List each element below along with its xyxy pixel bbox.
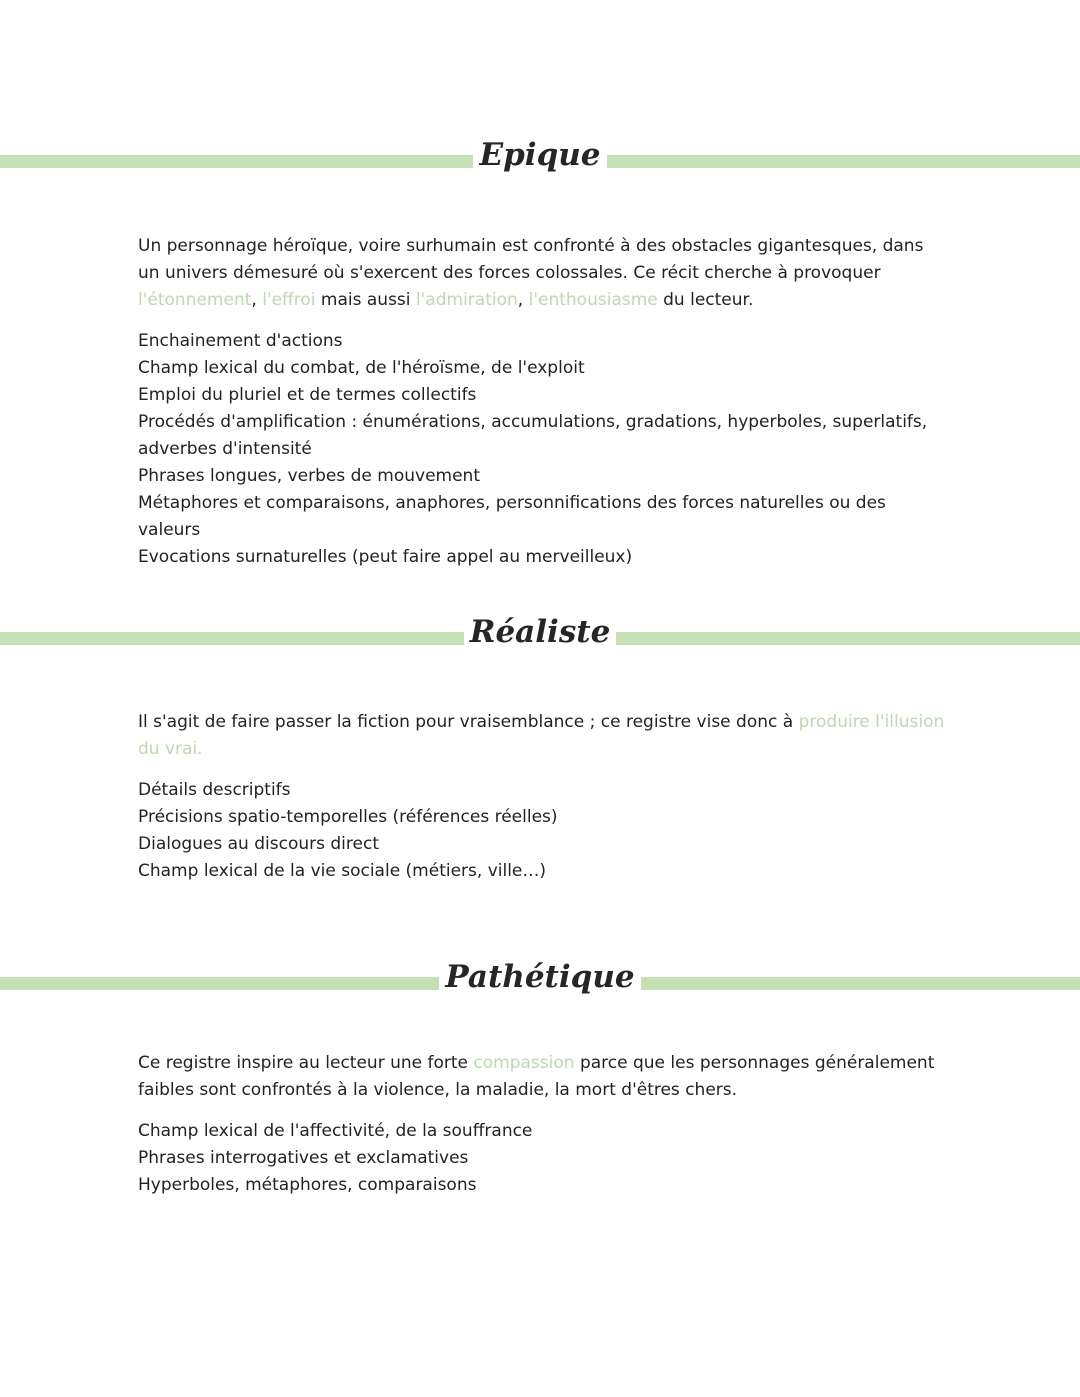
list-item: Enchainement d'actions (138, 331, 343, 351)
highlighted-term: l'admiration (415, 290, 518, 310)
list-item: Champ lexical du combat, de l'héroïsme, de l'exploit (138, 358, 585, 378)
highlighted-term: l'étonnement (138, 290, 252, 310)
section-title: Epique (0, 140, 1080, 171)
description-text: , (251, 290, 263, 310)
highlighted-term: l'enthousiasme (528, 290, 658, 310)
list-item: Emploi du pluriel et de termes collectifs (138, 385, 477, 405)
description-text: , (517, 290, 529, 310)
description-text: parce que les personnages généralement faibles sont confrontés à la violence, la maladie, la mort d'êtres chers. (138, 1053, 935, 1100)
highlighted-term: produire l'illusion du vrai. (138, 712, 945, 759)
list-item: Phrases longues, verbes de mouvement (138, 466, 480, 486)
list-item: Procédés d'amplification : énumérations, accumulations, gradations, hyperboles, superlatifs, adverbes d'intensité (138, 412, 928, 459)
list-item: Evocations surnaturelles (peut faire appel au merveilleux) (138, 547, 633, 567)
list-item: Champ lexical de l'affectivité, de la souffrance (138, 1121, 533, 1141)
section-title: Réaliste (0, 617, 1080, 648)
section-description (138, 233, 948, 314)
feature-list (138, 777, 948, 885)
section-description (138, 1050, 948, 1104)
description-text: mais aussi (315, 290, 416, 310)
list-item: Métaphores et comparaisons, anaphores, personnifications des forces naturelles ou des valeurs (138, 493, 886, 540)
description-text: du lecteur. (657, 290, 754, 310)
description-text: Il s'agit de faire passer la fiction pour vraisemblance ; ce registre vise donc à (138, 712, 799, 732)
list-item: Détails descriptifs (138, 780, 291, 800)
description-text: Ce registre inspire au lecteur une forte (138, 1053, 474, 1073)
feature-list (138, 1118, 948, 1199)
list-item: Hyperboles, métaphores, comparaisons (138, 1175, 477, 1195)
list-item: Dialogues au discours direct (138, 834, 379, 854)
feature-list (138, 328, 948, 571)
list-item: Phrases interrogatives et exclamatives (138, 1148, 469, 1168)
list-item: Précisions spatio-temporelles (références réelles) (138, 807, 558, 827)
section-description (138, 709, 948, 763)
description-text: Un personnage héroïque, voire surhumain est confronté à des obstacles gigantesques, dans un univers démesuré où s'exercent des forces colossales. Ce récit cherche à provoquer (138, 236, 924, 283)
section-title: Pathétique (0, 962, 1080, 993)
highlighted-term: l'effroi (262, 290, 316, 310)
highlighted-term: compassion (473, 1053, 575, 1073)
list-item: Champ lexical de la vie sociale (métiers, ville…) (138, 861, 547, 881)
